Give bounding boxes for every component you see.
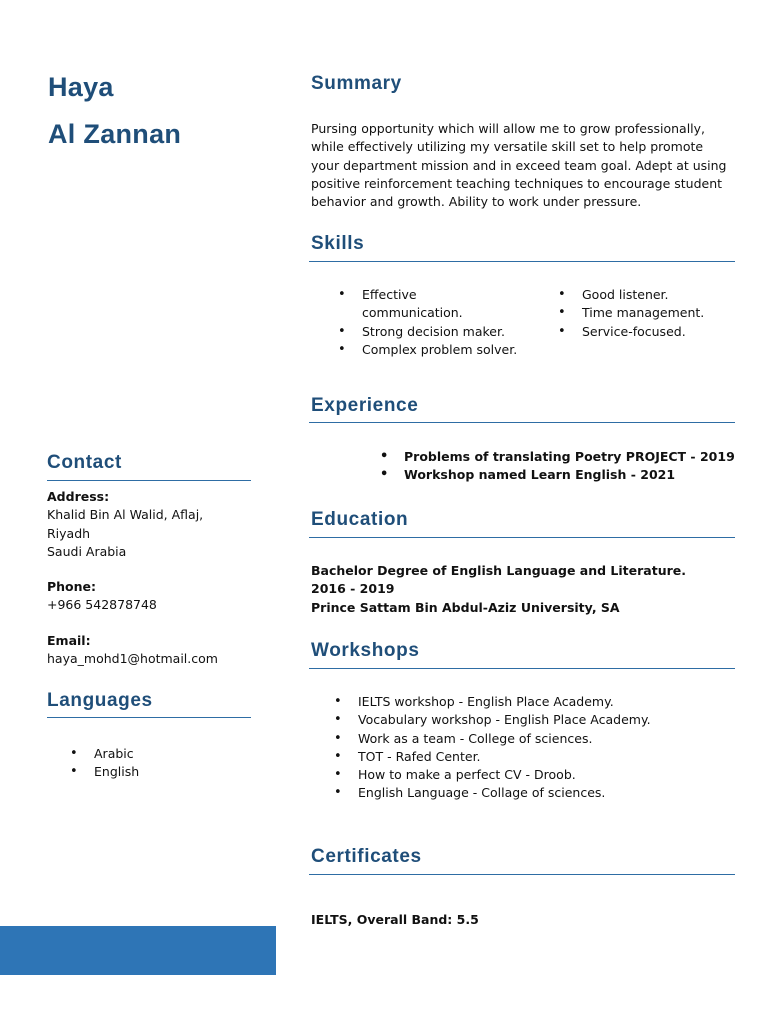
list-item: • Arabic: [70, 745, 250, 763]
phone-label: Phone:: [47, 579, 97, 595]
contact-block: [47, 488, 267, 668]
list-item: • Good listener.: [558, 286, 738, 304]
list-item: • Strong decision maker.: [338, 323, 518, 341]
experience-rule: [309, 422, 735, 423]
workshops-rule: [309, 668, 735, 669]
education-years: 2016 - 2019: [311, 581, 395, 597]
skills-list-1: [338, 286, 518, 359]
list-item: • English Language - Collage of sciences.: [334, 784, 734, 802]
list-item: • IELTS workshop - English Place Academy.: [334, 693, 734, 711]
languages-rule: [47, 717, 251, 718]
address-line-1: Khalid Bin Al Walid, Aflaj,: [47, 507, 204, 523]
education-university: Prince Sattam Bin Abdul-Aziz University, SA: [311, 599, 620, 615]
experience-list: [380, 448, 740, 485]
list-item: • Complex problem solver.: [338, 341, 518, 359]
list-item: • Effective communication.: [338, 286, 518, 323]
certificates-rule: [309, 874, 735, 875]
experience-heading: Experience: [311, 395, 419, 416]
skills-heading: Skills: [311, 233, 365, 254]
workshops-heading: Workshops: [311, 640, 420, 661]
list-item: • Workshop named Learn English - 2021: [380, 466, 740, 484]
last-name: Al Zannan: [48, 119, 182, 149]
address-line-3: Saudi Arabia: [47, 543, 127, 559]
contact-heading: Contact: [47, 452, 122, 473]
list-item: • Service-focused.: [558, 323, 738, 341]
list-item: • Problems of translating Poetry PROJECT - 2019: [380, 448, 740, 466]
education-block: [311, 562, 735, 617]
first-name: Haya: [48, 72, 114, 102]
skills-rule: [309, 261, 735, 262]
certificates-heading: Certificates: [311, 846, 422, 867]
list-item: • How to make a perfect CV - Droob.: [334, 766, 734, 784]
education-rule: [309, 537, 735, 538]
email-value[interactable]: haya_mohd1@hotmail.com: [47, 651, 218, 667]
list-item: • Vocabulary workshop - English Place Academy.: [334, 711, 734, 729]
list-item: • Time management.: [558, 304, 738, 322]
education-degree: Bachelor Degree of English Language and Literature.: [311, 563, 686, 578]
list-item: • English: [70, 763, 250, 781]
contact-rule: [47, 480, 251, 481]
workshops-list: [334, 693, 734, 803]
address-label: Address:: [47, 489, 110, 504]
list-item: • Work as a team - College of sciences.: [334, 730, 734, 748]
accent-bar: [0, 926, 276, 975]
list-item: • TOT - Rafed Center.: [334, 748, 734, 766]
summary-heading: Summary: [311, 73, 402, 94]
email-label: Email:: [47, 632, 91, 648]
languages-list: [70, 745, 250, 782]
phone-value: +966 542878748: [47, 597, 157, 613]
education-heading: Education: [311, 509, 409, 530]
address-line-2: Riyadh: [47, 525, 91, 541]
skills-list-2: [558, 286, 738, 341]
summary-text: Pursing opportunity which will allow me to grow professionally, while effectively utilizing my versatile skill set to help promote your department mission and in exceed team goal. Adept at using positive reinforcement teaching techniques to encourage student behavior and growth. Ability to work under pressure.: [311, 121, 727, 210]
languages-heading: Languages: [47, 690, 153, 711]
certificate-item: IELTS, Overall Band: 5.5: [311, 912, 479, 927]
